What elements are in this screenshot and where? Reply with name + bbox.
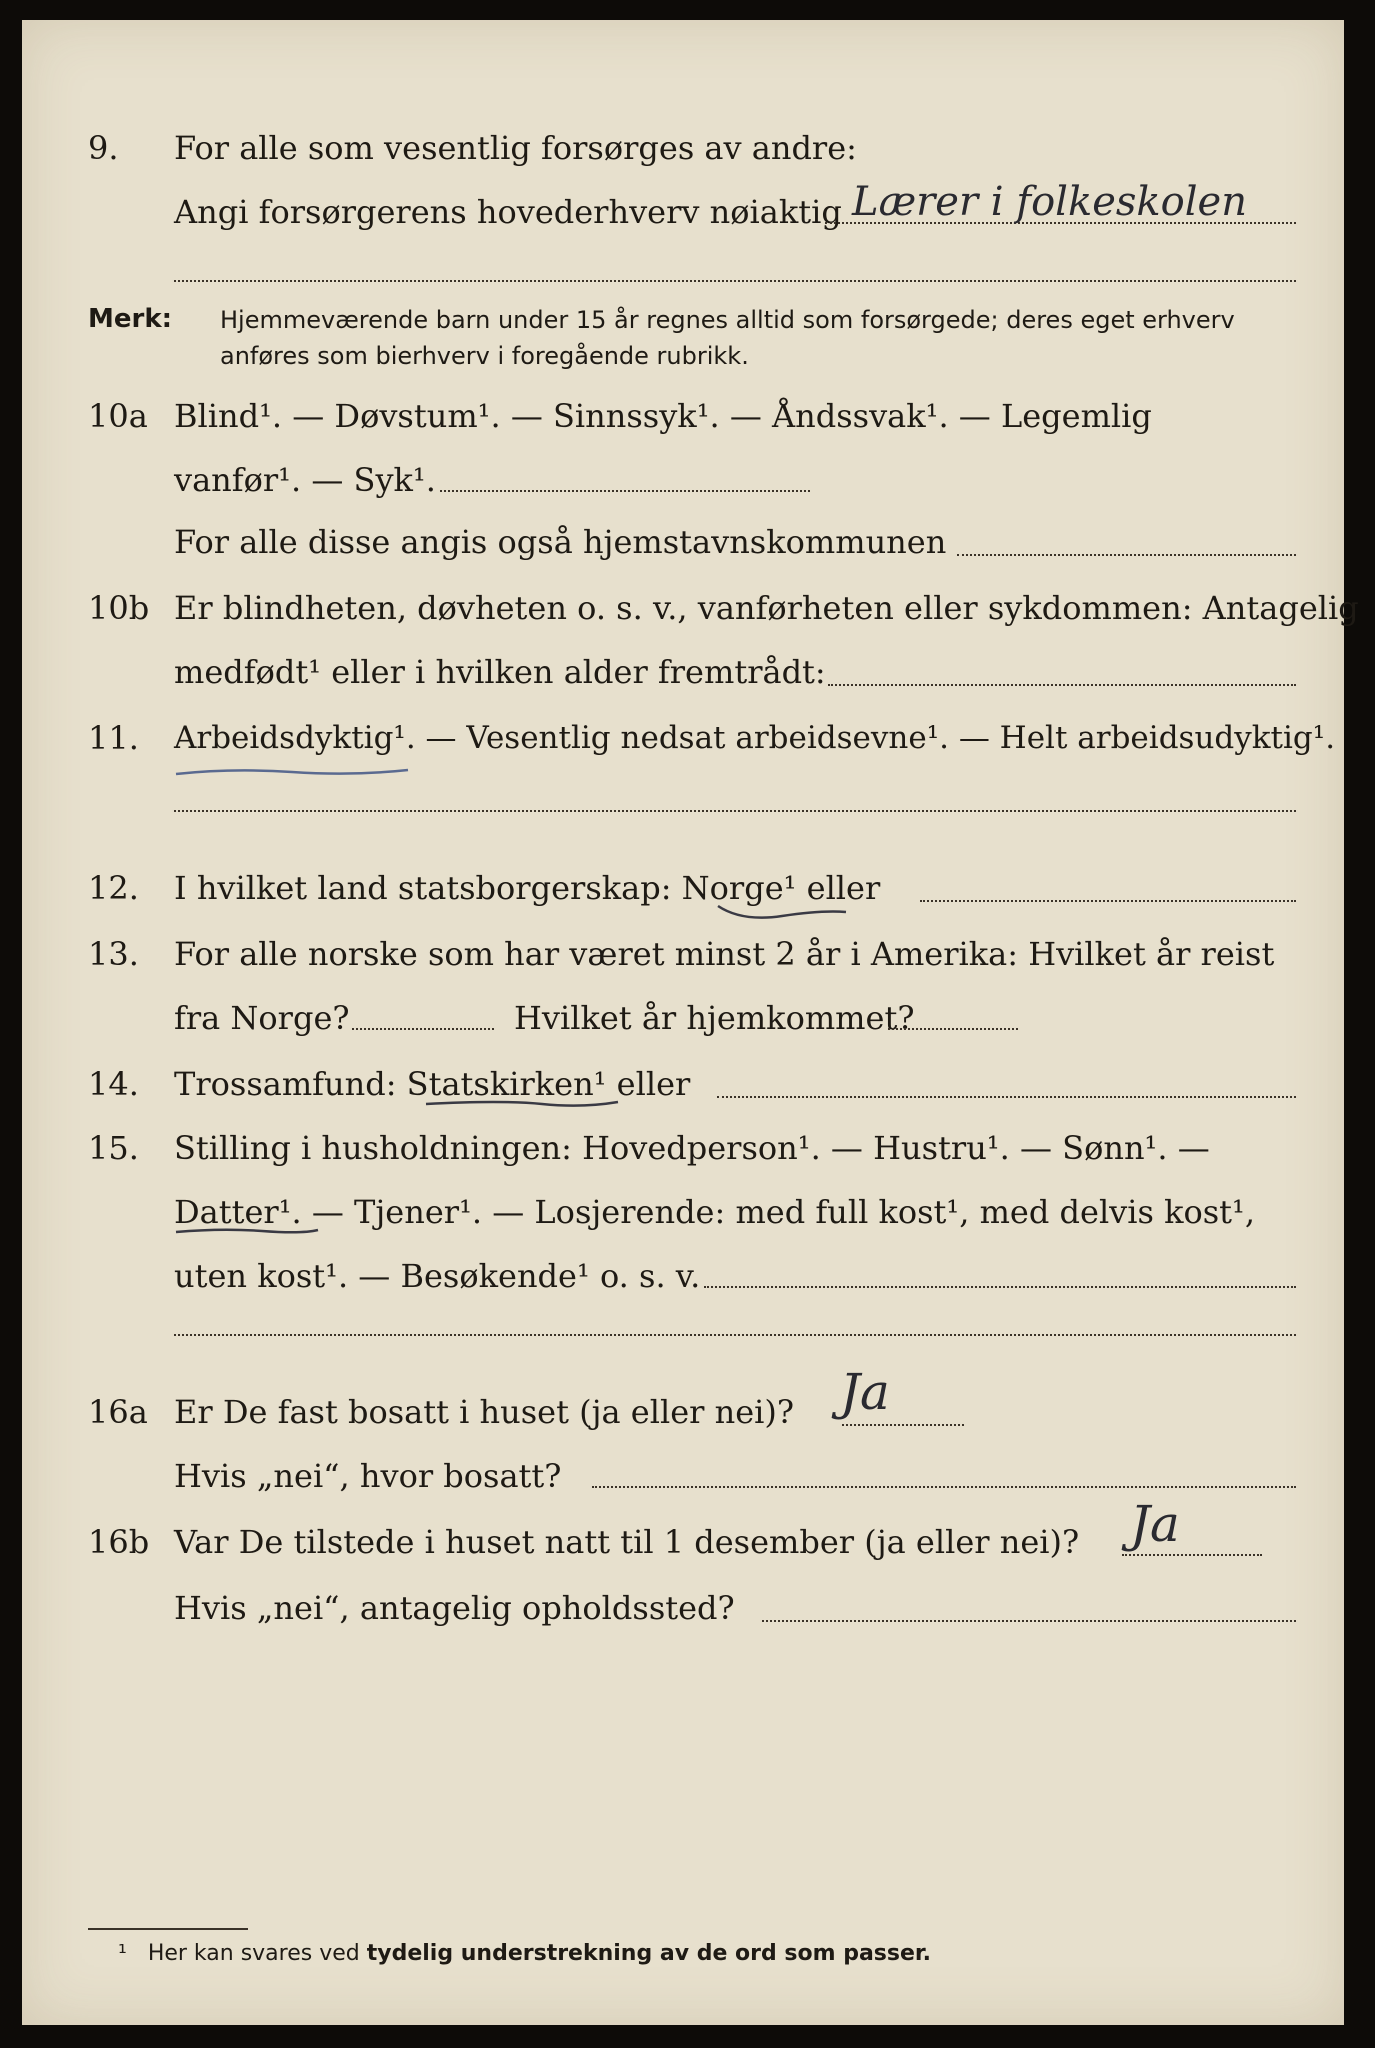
q16b-opholdssted-line <box>762 1620 1296 1622</box>
q10a-syk-line <box>440 490 810 492</box>
q10b-line2: medfødt¹ eller i hvilken alder fremtrådt: <box>174 653 826 691</box>
q14-handdrawn-underline <box>422 1090 622 1114</box>
q9-handwritten-answer: Lærer i folkeskolen <box>852 179 1247 225</box>
q16a-answer-line <box>842 1424 964 1426</box>
q11-separator-line <box>174 810 1296 812</box>
footnote-text-bold: tydelig understrekning av de ord som passer. <box>366 1941 931 1966</box>
q16a-line2: Hvis „nei“, hvor bosatt? <box>174 1457 562 1495</box>
q10b-alder-line <box>828 684 1296 686</box>
q12-handdrawn-underline <box>712 896 852 926</box>
q10b-line1: Er blindheten, døvheten o. s. v., vanførheten eller sykdommen: Antagelig <box>174 589 1359 627</box>
q15-line3: uten kost¹. — Besøkende¹ o. s. v. <box>174 1257 701 1295</box>
q16b-handwritten-answer: Ja <box>1130 1495 1180 1553</box>
q13-reist-line <box>352 1028 494 1030</box>
q15-line2: Datter¹. — Tjener¹. — Losjerende: med full kost¹, med delvis kost¹, <box>174 1193 1256 1231</box>
q11-handdrawn-underline <box>172 760 412 784</box>
q16a-handwritten-answer: Ja <box>840 1363 890 1421</box>
q10a-kommune-line <box>957 554 1296 556</box>
q11-line1: Arbeidsdyktig¹. — Vesentlig nedsat arbeidsevne¹. — Helt arbeidsudyktig¹. <box>174 720 1336 756</box>
q15-besokende-line <box>704 1286 1296 1288</box>
q14-number: 14. <box>88 1065 139 1103</box>
q15-separator-line <box>174 1334 1296 1336</box>
q16a-bosatt-line <box>592 1486 1296 1488</box>
q16a-line1: Er De fast bosatt i huset (ja eller nei)? <box>174 1393 795 1431</box>
q13-line1: For alle norske som har været minst 2 år i Amerika: Hvilket år reist <box>174 935 1275 973</box>
q10a-line2: vanfør¹. — Syk¹. <box>174 461 436 499</box>
q13-number: 13. <box>88 935 139 973</box>
q10a-number: 10a <box>88 397 148 435</box>
q13-line2b: Hvilket år hjemkommet? <box>514 999 915 1037</box>
footnote-text-plain: Her kan svares ved <box>147 1941 360 1966</box>
q12-number: 12. <box>88 869 139 907</box>
q13-line2a: fra Norge? <box>174 999 350 1037</box>
q9-number: 9. <box>88 129 119 167</box>
q9-line2: Angi forsørgerens hovederhverv nøiaktig <box>174 193 842 231</box>
footnote-mark: ¹ <box>118 1941 127 1966</box>
q9-line1: For alle som vesentlig forsørges av andre: <box>174 129 857 167</box>
q9-extra-line <box>174 280 1296 282</box>
merk-label: Merk: <box>88 304 173 334</box>
q14-eller-line <box>717 1096 1296 1098</box>
q11-number: 11. <box>88 719 139 757</box>
q15-handdrawn-underline <box>172 1218 322 1242</box>
q16b-number: 16b <box>88 1523 150 1561</box>
footnote-rule <box>88 1928 248 1930</box>
q10a-line3: For alle disse angis også hjemstavnskommunen <box>174 523 947 561</box>
q15-line1: Stilling i husholdningen: Hovedperson¹. — Hustru¹. — Sønn¹. — <box>174 1129 1210 1167</box>
merk-line2: anføres som bierhverv i foregående rubrikk. <box>220 342 749 370</box>
census-form-page <box>22 20 1359 2025</box>
q10a-line1: Blind¹. — Døvstum¹. — Sinnssyk¹. — Åndssvak¹. — Legemlig <box>174 397 1152 435</box>
q15-number: 15. <box>88 1129 139 1167</box>
merk-line1: Hjemmeværende barn under 15 år regnes alltid som forsørgede; deres eget erhverv <box>220 306 1235 334</box>
q13-hjemkommet-line <box>888 1028 1018 1030</box>
q16b-line1: Var De tilstede i huset natt til 1 desember (ja eller nei)? <box>174 1523 1080 1561</box>
q14-line1: Trossamfund: Statskirken¹ eller <box>174 1065 691 1103</box>
q10b-number: 10b <box>88 589 150 627</box>
footnote <box>118 1940 931 1968</box>
q16b-line2: Hvis „nei“, antagelig opholdssted? <box>174 1589 735 1627</box>
q12-eller-line <box>920 900 1296 902</box>
q12-line1: I hvilket land statsborgerskap: Norge¹ eller <box>174 869 881 907</box>
q16b-answer-line <box>1122 1554 1262 1556</box>
q16a-number: 16a <box>88 1393 148 1431</box>
